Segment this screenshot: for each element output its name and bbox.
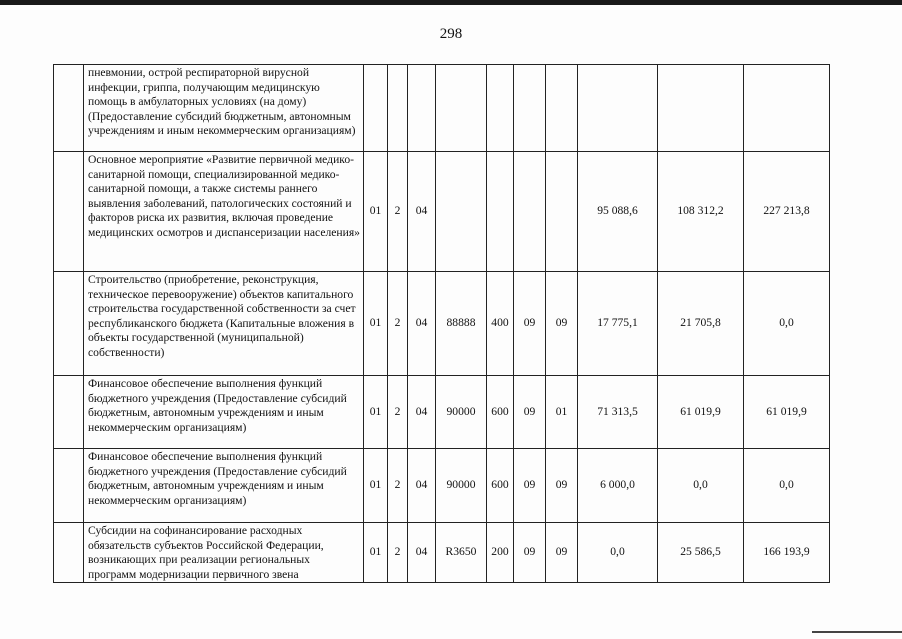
name-cell: Субсидии на софинансирование расходных обязательств субъектов Российской Федерации, возникающих при реализации региональных программ модернизации первичного звена: [84, 523, 364, 583]
amount-cell: 108 312,2: [658, 152, 744, 272]
amount-cell: 227 213,8: [744, 152, 830, 272]
amount-cell: [578, 65, 658, 152]
code-cell: 01: [364, 152, 388, 272]
amount-cell: 6 000,0: [578, 449, 658, 523]
amount-cell: 61 019,9: [744, 376, 830, 449]
code-cell: [436, 65, 487, 152]
code-cell: [436, 152, 487, 272]
code-cell: 88888: [436, 272, 487, 376]
page-number: 298: [439, 26, 463, 42]
index-cell: [54, 523, 84, 583]
code-cell: 90000: [436, 376, 487, 449]
amount-cell: 0,0: [744, 272, 830, 376]
code-cell: [364, 65, 388, 152]
code-cell: 01: [364, 376, 388, 449]
code-cell: 04: [408, 376, 436, 449]
code-cell: [546, 152, 578, 272]
code-cell: [546, 65, 578, 152]
code-cell: 600: [487, 449, 514, 523]
code-cell: 600: [487, 376, 514, 449]
table-row: [54, 152, 830, 272]
code-cell: 09: [514, 523, 546, 583]
code-cell: [487, 152, 514, 272]
code-cell: [388, 65, 408, 152]
code-cell: 90000: [436, 449, 487, 523]
amount-cell: [744, 65, 830, 152]
amount-cell: 21 705,8: [658, 272, 744, 376]
amount-cell: 0,0: [658, 449, 744, 523]
name-cell: Строительство (приобретение, реконструкция, техническое перевооружение) объектов капитального строительства государственной собственности за счет республиканского бюджета (Капитальные вложения в объекты государственной (муниципальной) собственности): [84, 272, 364, 376]
code-cell: 09: [514, 376, 546, 449]
name-cell: пневмонии, острой респираторной вирусной инфекции, гриппа, получающим медицинскую помощь в амбулаторных условиях (на дому) (Предоставление субсидий бюджетным, автономным учреждениям и иным некоммерческим организациям): [84, 65, 364, 152]
name-cell: Финансовое обеспечение выполнения функций бюджетного учреждения (Предоставление субсидий бюджетным, автономным учреждениям и иным некоммерческим организациям): [84, 449, 364, 523]
name-cell: Финансовое обеспечение выполнения функций бюджетного учреждения (Предоставление субсидий бюджетным, автономным учреждениям и иным некоммерческим организациям): [84, 376, 364, 449]
index-cell: [54, 152, 84, 272]
code-cell: [408, 65, 436, 152]
code-cell: [514, 65, 546, 152]
index-cell: [54, 376, 84, 449]
code-cell: 04: [408, 523, 436, 583]
code-cell: 04: [408, 449, 436, 523]
code-cell: 09: [514, 272, 546, 376]
code-cell: 2: [388, 376, 408, 449]
table-row: [54, 65, 830, 152]
table-row: [54, 272, 830, 376]
code-cell: 09: [546, 272, 578, 376]
code-cell: 09: [514, 449, 546, 523]
code-cell: 400: [487, 272, 514, 376]
code-cell: 01: [364, 449, 388, 523]
bottom-edge-mark: [812, 631, 902, 633]
code-cell: 2: [388, 523, 408, 583]
code-cell: 01: [546, 376, 578, 449]
code-cell: 04: [408, 152, 436, 272]
code-cell: 2: [388, 449, 408, 523]
code-cell: 09: [546, 523, 578, 583]
amount-cell: 17 775,1: [578, 272, 658, 376]
name-cell: Основное мероприятие «Развитие первичной медико-санитарной помощи, специализированной медико-санитарной помощи, а также системы раннего выявления заболеваний, патологических состояний и факторов риска их развития, включая проведение медицинских осмотров и диспансеризации населения»: [84, 152, 364, 272]
code-cell: 2: [388, 152, 408, 272]
amount-cell: 0,0: [744, 449, 830, 523]
budget-table: [53, 64, 830, 583]
amount-cell: [658, 65, 744, 152]
table-row: [54, 376, 830, 449]
code-cell: 200: [487, 523, 514, 583]
code-cell: 09: [546, 449, 578, 523]
code-cell: R3650: [436, 523, 487, 583]
amount-cell: 71 313,5: [578, 376, 658, 449]
code-cell: 01: [364, 523, 388, 583]
amount-cell: 25 586,5: [658, 523, 744, 583]
table-row: [54, 523, 830, 583]
table-row: [54, 449, 830, 523]
code-cell: [514, 152, 546, 272]
index-cell: [54, 272, 84, 376]
code-cell: 2: [388, 272, 408, 376]
amount-cell: 166 193,9: [744, 523, 830, 583]
index-cell: [54, 449, 84, 523]
code-cell: [487, 65, 514, 152]
code-cell: 01: [364, 272, 388, 376]
amount-cell: 95 088,6: [578, 152, 658, 272]
amount-cell: 61 019,9: [658, 376, 744, 449]
index-cell: [54, 65, 84, 152]
amount-cell: 0,0: [578, 523, 658, 583]
top-border-rule: [0, 0, 902, 5]
code-cell: 04: [408, 272, 436, 376]
